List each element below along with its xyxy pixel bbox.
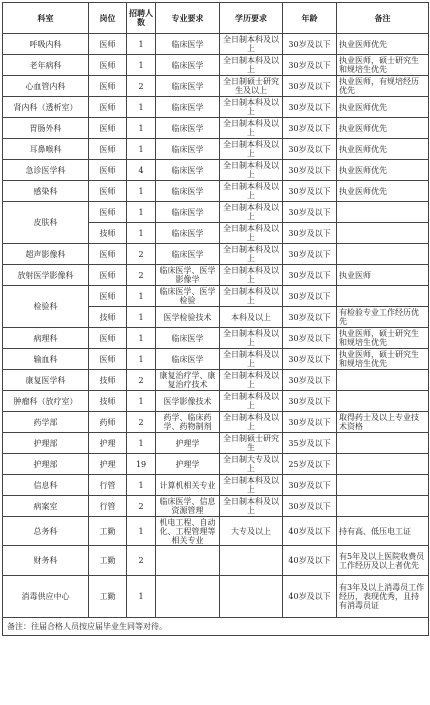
note-cell: 执业医师优先 [337, 34, 429, 55]
note-cell [337, 202, 429, 223]
table-row [3, 202, 429, 223]
table-row [3, 328, 429, 349]
position-cell: 医师 [89, 160, 127, 181]
education-cell: 全日制本科及以上 [220, 496, 283, 517]
education-cell [220, 546, 283, 576]
header-education: 学历要求 [220, 3, 283, 34]
age-cell: 30岁及以下 [283, 286, 337, 307]
major-cell: 临床医学 [156, 76, 220, 97]
major-cell: 康复治疗学、康复治疗技术 [156, 370, 220, 391]
count-cell: 1 [127, 433, 156, 454]
major-cell: 临床医学 [156, 34, 220, 55]
position-cell: 技师 [89, 391, 127, 412]
age-cell: 30岁及以下 [283, 118, 337, 139]
footnote: 备注：往届合格人员按应届毕业生同等对待。 [3, 618, 429, 636]
major-cell: 药学、临床药学、药物制剂 [156, 412, 220, 433]
footnote-row [3, 618, 429, 636]
age-cell: 40岁及以下 [283, 517, 337, 546]
note-cell: 执业医师优先 [337, 160, 429, 181]
note-cell: 执业医师优先 [337, 181, 429, 202]
dept-cell: 信息科 [3, 475, 89, 496]
position-cell: 工勤 [89, 576, 127, 618]
table-row [3, 546, 429, 576]
dept-cell: 急诊医学科 [3, 160, 89, 181]
position-cell: 技师 [89, 370, 127, 391]
age-cell: 30岁及以下 [283, 307, 337, 328]
note-cell: 执业医师，硕士研究生和规培生优先 [337, 328, 429, 349]
table-row [3, 370, 429, 391]
position-cell: 行管 [89, 475, 127, 496]
note-cell: 执业医师优先 [337, 118, 429, 139]
dept-cell: 放射医学影像科 [3, 265, 89, 286]
major-cell: 临床医学 [156, 349, 220, 370]
education-cell: 全日制本科及以上 [220, 160, 283, 181]
major-cell [156, 546, 220, 576]
table-row [3, 412, 429, 433]
table-row [3, 286, 429, 307]
count-cell: 2 [127, 496, 156, 517]
count-cell: 2 [127, 412, 156, 433]
note-cell [337, 391, 429, 412]
education-cell: 全日制本科及以上 [220, 181, 283, 202]
education-cell: 全日制本科及以上 [220, 244, 283, 265]
major-cell: 临床医学 [156, 202, 220, 223]
age-cell: 30岁及以下 [283, 55, 337, 76]
table-row [3, 391, 429, 412]
education-cell: 全日制硕士研究生 [220, 433, 283, 454]
table-row [3, 55, 429, 76]
recruitment-table [2, 2, 429, 636]
education-cell: 本科及以上 [220, 307, 283, 328]
table-row [3, 97, 429, 118]
note-cell: 有3年及以上消毒员工作经历，表现优秀，且持有消毒员证 [337, 576, 429, 618]
dept-cell: 康复医学科 [3, 370, 89, 391]
education-cell: 全日制本科及以上 [220, 97, 283, 118]
major-cell: 临床医学、信息资源管理 [156, 496, 220, 517]
position-cell: 医师 [89, 55, 127, 76]
table-row [3, 576, 429, 618]
table-row [3, 433, 429, 454]
header-note: 备注 [337, 3, 429, 34]
dept-cell: 呼吸内科 [3, 34, 89, 55]
table-row [3, 244, 429, 265]
count-cell: 1 [127, 97, 156, 118]
dept-cell: 感染科 [3, 181, 89, 202]
age-cell: 30岁及以下 [283, 265, 337, 286]
note-cell: 执业医师，硕士研究生和规培生优先 [337, 55, 429, 76]
position-cell: 技师 [89, 223, 127, 244]
note-cell: 执业医师优先 [337, 139, 429, 160]
position-cell: 医师 [89, 286, 127, 307]
dept-cell: 老年病科 [3, 55, 89, 76]
education-cell: 全日制本科及以上 [220, 202, 283, 223]
note-cell: 取得药士及以上专业技术资格 [337, 412, 429, 433]
header-dept: 科室 [3, 3, 89, 34]
major-cell [156, 576, 220, 618]
education-cell: 全日制本科及以上 [220, 286, 283, 307]
count-cell: 2 [127, 546, 156, 576]
count-cell: 2 [127, 370, 156, 391]
age-cell: 30岁及以下 [283, 139, 337, 160]
position-cell: 护理 [89, 433, 127, 454]
count-cell: 1 [127, 349, 156, 370]
dept-cell: 输血科 [3, 349, 89, 370]
table-row [3, 181, 429, 202]
note-cell: 执业医师 [337, 265, 429, 286]
age-cell: 30岁及以下 [283, 76, 337, 97]
count-cell: 1 [127, 223, 156, 244]
age-cell: 30岁及以下 [283, 391, 337, 412]
education-cell [220, 576, 283, 618]
age-cell: 30岁及以下 [283, 97, 337, 118]
table-header-row [3, 3, 429, 34]
age-cell: 40岁及以下 [283, 576, 337, 618]
dept-cell: 药学部 [3, 412, 89, 433]
header-age: 年龄 [283, 3, 337, 34]
count-cell: 1 [127, 391, 156, 412]
age-cell: 30岁及以下 [283, 475, 337, 496]
note-cell: 有5年及以上医院收费员工作经历及以上者优先 [337, 546, 429, 576]
age-cell: 30岁及以下 [283, 223, 337, 244]
major-cell: 临床医学 [156, 160, 220, 181]
education-cell: 全日制本科及以上 [220, 118, 283, 139]
position-cell: 医师 [89, 97, 127, 118]
dept-cell: 肾内科（透析室） [3, 97, 89, 118]
education-cell: 全日制硕士研究生及以上 [220, 76, 283, 97]
age-cell: 30岁及以下 [283, 349, 337, 370]
education-cell: 全日制本科及以上 [220, 139, 283, 160]
dept-cell: 耳鼻喉科 [3, 139, 89, 160]
age-cell: 30岁及以下 [283, 244, 337, 265]
position-cell: 工勤 [89, 517, 127, 546]
education-cell: 全日制本科及以上 [220, 391, 283, 412]
education-cell: 全日制本科及以上 [220, 349, 283, 370]
dept-cell: 病案室 [3, 496, 89, 517]
position-cell: 行管 [89, 496, 127, 517]
major-cell: 临床医学 [156, 139, 220, 160]
dept-cell: 心血管内科 [3, 76, 89, 97]
note-cell [337, 454, 429, 475]
position-cell: 医师 [89, 265, 127, 286]
count-cell: 1 [127, 307, 156, 328]
dept-cell: 胃肠外科 [3, 118, 89, 139]
age-cell: 35岁及以下 [283, 433, 337, 454]
major-cell: 计算机相关专业 [156, 475, 220, 496]
table-row [3, 475, 429, 496]
position-cell: 医师 [89, 139, 127, 160]
note-cell [337, 433, 429, 454]
education-cell: 全日制本科及以上 [220, 55, 283, 76]
note-cell: 持有高、低压电工证 [337, 517, 429, 546]
dept-cell: 皮肤科 [3, 202, 89, 244]
count-cell: 1 [127, 328, 156, 349]
major-cell: 临床医学 [156, 223, 220, 244]
age-cell: 30岁及以下 [283, 412, 337, 433]
count-cell: 1 [127, 181, 156, 202]
major-cell: 临床医学 [156, 97, 220, 118]
header-major: 专业要求 [156, 3, 220, 34]
age-cell: 30岁及以下 [283, 202, 337, 223]
note-cell [337, 475, 429, 496]
education-cell: 全日制本科及以上 [220, 223, 283, 244]
dept-cell: 病理科 [3, 328, 89, 349]
dept-cell: 超声影像科 [3, 244, 89, 265]
education-cell: 全日制本科及以上 [220, 370, 283, 391]
position-cell: 医师 [89, 118, 127, 139]
note-cell [337, 244, 429, 265]
note-cell [337, 496, 429, 517]
age-cell: 30岁及以下 [283, 160, 337, 181]
position-cell: 医师 [89, 34, 127, 55]
table-row [3, 454, 429, 475]
education-cell: 全日制本科及以上 [220, 412, 283, 433]
major-cell: 医学影像技术 [156, 391, 220, 412]
education-cell: 全日制本科及以上 [220, 265, 283, 286]
table-row [3, 139, 429, 160]
note-cell: 执业医师，有规培经历优先 [337, 76, 429, 97]
age-cell: 30岁及以下 [283, 370, 337, 391]
education-cell: 全日制本科及以上 [220, 475, 283, 496]
age-cell: 40岁及以下 [283, 546, 337, 576]
major-cell: 临床医学 [156, 55, 220, 76]
note-cell [337, 286, 429, 307]
count-cell: 1 [127, 34, 156, 55]
dept-cell: 护理部 [3, 433, 89, 454]
dept-cell: 肿瘤科（放疗室） [3, 391, 89, 412]
position-cell: 医师 [89, 244, 127, 265]
count-cell: 2 [127, 76, 156, 97]
count-cell: 1 [127, 517, 156, 546]
education-cell: 全日制本科及以上 [220, 34, 283, 55]
dept-cell: 财务科 [3, 546, 89, 576]
count-cell: 2 [127, 265, 156, 286]
count-cell: 19 [127, 454, 156, 475]
count-cell: 1 [127, 202, 156, 223]
education-cell: 大专及以上 [220, 517, 283, 546]
position-cell: 医师 [89, 76, 127, 97]
major-cell: 医学检验技术 [156, 307, 220, 328]
major-cell: 临床医学 [156, 244, 220, 265]
major-cell: 临床医学、医学检验 [156, 286, 220, 307]
major-cell: 临床医学 [156, 181, 220, 202]
age-cell: 30岁及以下 [283, 328, 337, 349]
major-cell: 临床医学 [156, 328, 220, 349]
note-cell: 有检验专业工作经历优先 [337, 307, 429, 328]
count-cell: 1 [127, 118, 156, 139]
count-cell: 1 [127, 475, 156, 496]
count-cell: 4 [127, 160, 156, 181]
table-row [3, 118, 429, 139]
note-cell [337, 223, 429, 244]
dept-cell: 消毒供应中心 [3, 576, 89, 618]
position-cell: 医师 [89, 202, 127, 223]
position-cell: 药师 [89, 412, 127, 433]
major-cell: 临床医学、医学影像学 [156, 265, 220, 286]
count-cell: 1 [127, 576, 156, 618]
education-cell: 全日制本科及以上 [220, 328, 283, 349]
count-cell: 1 [127, 55, 156, 76]
dept-cell: 总务科 [3, 517, 89, 546]
table-row [3, 265, 429, 286]
major-cell: 机电工程、自动化、工程管理等相关专业 [156, 517, 220, 546]
header-count: 招聘人数 [127, 3, 156, 34]
table-row [3, 496, 429, 517]
position-cell: 工勤 [89, 546, 127, 576]
note-cell: 执业医师，硕士研究生和规培生优先 [337, 349, 429, 370]
note-cell: 执业医师优先 [337, 97, 429, 118]
major-cell: 护理学 [156, 433, 220, 454]
age-cell: 30岁及以下 [283, 34, 337, 55]
table-row [3, 517, 429, 546]
position-cell: 技师 [89, 307, 127, 328]
position-cell: 护理 [89, 454, 127, 475]
count-cell: 1 [127, 139, 156, 160]
count-cell: 2 [127, 244, 156, 265]
age-cell: 30岁及以下 [283, 181, 337, 202]
note-cell [337, 370, 429, 391]
age-cell: 25岁及以下 [283, 454, 337, 475]
position-cell: 医师 [89, 328, 127, 349]
education-cell: 全日制大专及以上 [220, 454, 283, 475]
header-position: 岗位 [89, 3, 127, 34]
table-row [3, 76, 429, 97]
dept-cell: 护理部 [3, 454, 89, 475]
count-cell: 1 [127, 286, 156, 307]
table-row [3, 349, 429, 370]
table-row [3, 160, 429, 181]
position-cell: 医师 [89, 181, 127, 202]
dept-cell: 检验科 [3, 286, 89, 328]
position-cell: 医师 [89, 349, 127, 370]
major-cell: 护理学 [156, 454, 220, 475]
major-cell: 临床医学 [156, 118, 220, 139]
age-cell: 30岁及以下 [283, 496, 337, 517]
table-row [3, 34, 429, 55]
